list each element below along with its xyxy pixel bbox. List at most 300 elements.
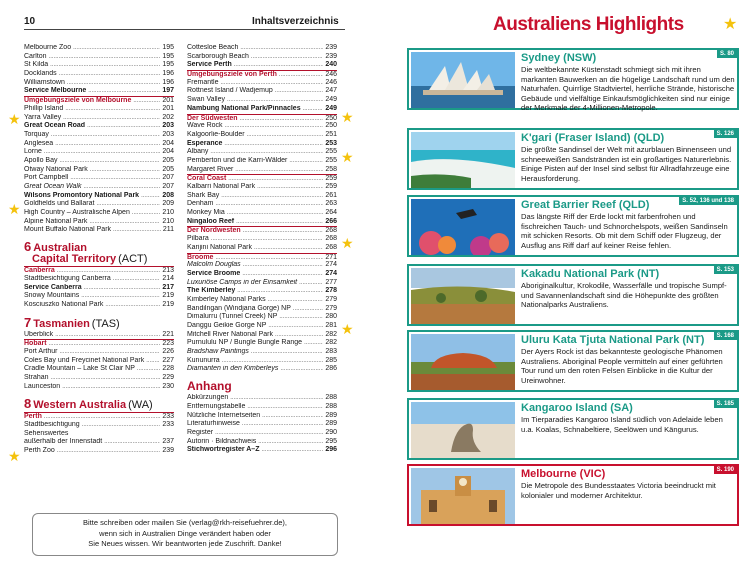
toc-entry [24,412,174,421]
toc-entry [187,166,337,175]
toc-entry [187,157,337,166]
toc-dot-leader [293,305,323,314]
toc-entry-page: 259 [325,175,337,183]
toc-entry-page: 268 [325,243,337,251]
toc-dot-leader [82,421,161,430]
toc-entry-title: Docklands [24,70,57,78]
page-ref-badge: S. 185 [714,400,737,408]
toc-entry-page: 195 [162,61,174,69]
toc-group-tas [24,331,174,392]
toc-dot-leader [235,166,323,175]
toc-entry [24,183,174,192]
toc-entry [187,70,337,79]
card-heading: Melbourne (VIC) [521,468,606,480]
toc-entry-title: Scarborough Beach [187,52,249,60]
toc-dot-leader [62,383,160,392]
toc-entry-page: 203 [162,130,174,138]
toc-entry-page: 208 [162,191,174,199]
card-heading: Kangaroo Island (SA) [521,402,633,414]
toc-dot-leader [221,79,324,88]
toc-entry-page: 239 [162,447,174,455]
toc-dot-leader [243,261,324,270]
toc-entry [187,44,337,53]
toc-entry-page: 195 [162,52,174,60]
toc-entry-title: Monkey Mia [187,209,225,217]
toc-entry-page: 197 [162,87,174,95]
toc-entry-title: Canberra [24,267,55,275]
toc-entry [24,140,174,149]
toc-entry-title: Abkürzungen [187,394,229,402]
toc-entry [187,79,337,88]
toc-entry [24,301,174,310]
toc-entry-page: 227 [162,356,174,364]
note-line: wenn sich in Australien Dinge verändert haben oder [99,528,271,538]
toc-entry [24,131,174,140]
toc-entry [24,122,174,131]
toc-entry [187,412,337,421]
highlight-star-icon: ★ [341,149,354,165]
toc-dot-leader [96,200,160,209]
highlight-star-icon: ★ [8,111,21,127]
toc-entry-title: Service Perth [187,61,232,69]
toc-entry [24,157,174,166]
toc-entry-title: Goldfields und Ballarat [24,200,95,208]
toc-group-anhang [187,394,337,455]
toc-entry-page: 281 [325,322,337,329]
toc-dot-leader [105,301,160,310]
toc-entry [187,174,337,183]
toc-entry-title: Service Broome [187,269,241,277]
toc-dot-leader [240,115,324,123]
toc-entry [24,61,174,70]
toc-dot-leader [280,365,323,374]
toc-entry-page: 253 [325,139,337,147]
toc-dot-leader [49,340,161,348]
toc-entry-title: Broome [187,253,214,261]
toc-entry-page: 214 [162,274,174,282]
toc-dot-leader [225,122,324,131]
toc-entry-page: 201 [162,97,174,105]
title-star-icon: ★ [723,16,738,33]
highlight-card-uluru [407,330,739,392]
card-heading: Great Barrier Reef (QLD) [521,199,650,211]
toc-entry [187,105,337,114]
toc-entry [187,209,337,218]
toc-column-1 [24,44,174,456]
toc-entry-title: Luxuriöse Camps in der Einsamkeit [187,278,298,286]
toc-dot-leader [234,61,324,70]
toc-entry-page: 274 [325,269,337,277]
toc-entry [24,438,174,447]
section-heading-anhang: Anhang [187,379,232,394]
toc-dot-leader [268,296,324,305]
toc-entry-page: 226 [162,347,174,355]
page-ref-badge: S. 52, 136 und 138 [679,197,737,205]
toc-dot-leader [279,313,323,322]
toc-entry [187,235,337,244]
toc-entry-title: Der Nordwesten [187,227,241,235]
toc-entry-page: 255 [325,148,337,156]
toc-dot-leader [247,403,323,412]
toc-dot-leader [83,183,160,192]
toc-dot-leader [49,53,161,62]
toc-entry-title: Williamstown [24,78,65,86]
toc-entry-page: 274 [325,261,337,269]
toc-entry-title: Rottnest Island / Wadjemup [187,87,273,95]
highlight-card-sydney [407,48,739,113]
toc-dot-leader [51,131,160,140]
toc-entry [187,140,337,149]
card-text: Aboriginalkultur, Krokodile, Wasserfälle und tropische Sumpf- und Savannenlandschaft sind die Höhepunkte des größten Nationalparks Australiens. [521,281,727,310]
highlight-star-icon: ★ [341,321,354,337]
toc-entry-page: 207 [162,174,174,182]
toc-dot-leader [104,438,160,447]
toc-entry [187,122,337,131]
toc-entry [187,131,337,140]
toc-dot-leader [59,70,161,79]
toc-dot-leader [55,331,160,340]
toc-entry-page: 213 [162,267,174,275]
toc-dot-leader [89,218,160,227]
toc-entry [187,446,337,455]
toc-entry [24,266,174,275]
sea-lion-photo [411,402,515,458]
toc-entry-title: Fremantle [187,78,219,86]
uluru-photo [411,334,515,390]
toc-entry-title: Entfernungstabelle [187,402,246,410]
toc-entry-page: 239 [325,52,337,60]
toc-entry [24,53,174,62]
page-ref-badge: S. 153 [714,266,737,274]
toc-dot-leader [215,200,323,209]
toc-dot-leader [211,235,324,244]
toc-dot-leader [50,61,160,70]
toc-entry [24,383,174,392]
kakadu-landscape-photo [411,268,515,324]
toc-dot-leader [262,412,323,421]
toc-dot-leader [59,348,160,357]
toc-entry-title: Service Melbourne [24,87,87,95]
toc-group-wa [24,412,174,455]
toc-entry [24,421,174,430]
toc-dot-leader [257,183,323,192]
toc-entry-title: Port Arthur [24,347,58,355]
reader-note-box [32,513,338,556]
toc-entry-title: Margaret River [187,165,234,173]
toc-entry-page: 290 [325,428,337,436]
toc-entry [187,339,337,348]
toc-entry-page: 210 [162,209,174,217]
toc-entry [187,218,337,227]
section-heading-act-line2: Capital Territory (ACT) [32,253,148,266]
toc-entry-page: 219 [162,292,174,300]
toc-dot-leader [51,374,161,383]
toc-entry-title: High Country – Australische Alpen [24,209,130,217]
toc-entry [187,279,337,288]
toc-entry-title: Dimalurru (Tunnel Creek) NP [187,313,278,321]
toc-dot-leader [84,284,161,293]
toc-entry-page: 211 [162,226,174,234]
toc-dot-leader [303,105,324,114]
toc-entry-page: 204 [162,139,174,147]
toc-dot-leader [63,114,160,123]
highlight-card-great-barrier-reef [407,195,739,257]
toc-entry-page: 246 [325,71,337,79]
toc-entry-page: 295 [325,437,337,445]
toc-entry-page: 204 [162,148,174,156]
toc-dot-leader [258,438,323,447]
toc-entry-title: Purnululu NP / Bungle Bungle Range [187,339,303,347]
toc-entry-title: Überblick [24,330,54,338]
toc-entry-title: Shark Bay [187,191,220,199]
page-number: 10 [24,16,36,27]
toc-dot-leader [279,71,323,79]
toc-entry-page: 209 [162,200,174,208]
toc-entry-title: Nambung National Park/Pinnacles [187,104,301,112]
toc-entry-page: 271 [325,253,337,261]
toc-entry-page: 266 [325,217,337,225]
toc-entry [24,70,174,79]
toc-entry-title: Kimberley National Parks [187,295,266,303]
toc-entry-title: Torquay [24,130,49,138]
toc-entry-title: Karijini National Park [187,243,252,251]
toc-entry [187,226,337,235]
toc-entry-page: 195 [162,44,174,51]
toc-dot-leader [65,105,160,114]
toc-entry [187,348,337,357]
toc-entry [24,226,174,235]
toc-entry [24,105,174,114]
section-heading-wa: 8 Western Australia (WA) [24,396,153,412]
toc-entry-title: Sehenswertes [24,429,69,437]
toc-entry-page: 289 [325,411,337,419]
toc-entry [24,218,174,227]
toc-dot-leader [57,447,161,456]
toc-entry-page: 285 [325,356,337,364]
toc-entry-page: 233 [162,413,174,421]
toc-entry [187,322,337,331]
toc-entry-title: Umgebungsziele von Perth [187,71,277,79]
toc-entry-title: Stadtbesichtigung Canberra [24,274,111,282]
toc-entry-page: 233 [162,421,174,429]
toc-dot-leader [247,131,324,140]
toc-dot-leader [146,357,160,366]
toc-entry [187,296,337,305]
toc-entry [187,305,337,314]
toc-dot-leader [88,87,160,96]
toc-entry [187,200,337,209]
toc-dot-leader [304,339,323,348]
card-text: Im Tierparadies Kangaroo Island südlich von Adelaide leben u.a. Koalas, Schnabeltiere, Seelöwen und Kängurus. [521,415,723,434]
highlight-star-icon: ★ [8,201,21,217]
toc-entry-page: 205 [162,156,174,164]
toc-entry [24,374,174,383]
toc-entry-page: 228 [162,365,174,373]
toc-entry-title: Anglesea [24,139,54,147]
fraser-island-photo [411,132,515,188]
toc-entry-title: Kalgoorlie-Boulder [187,130,245,138]
toc-entry-page: 201 [162,104,174,112]
toc-entry [187,429,337,438]
toc-entry-page: 268 [325,227,337,235]
toc-entry [187,270,337,279]
toc-dot-leader [268,322,323,331]
toc-entry-title: Snowy Mountains [24,292,80,300]
toc-entry-page: 240 [325,61,337,69]
toc-entry-page: 247 [325,87,337,95]
toc-entry [24,275,174,284]
page-ref-badge: S. 80 [717,50,737,58]
toc-entry [187,438,337,447]
toc-entry-title: Bradshaw Paintings [187,348,249,356]
toc-dot-leader [44,413,160,421]
sydney-opera-house-photo [411,52,515,108]
toc-entry-title: Cottesloe Beach [187,44,239,51]
toc-entry-page: 296 [325,446,337,454]
toc-entry-title: Great Ocean Walk [24,183,82,190]
toc-entry [24,174,174,183]
toc-dot-leader [230,394,323,403]
toc-entry [24,430,174,439]
toc-entry-page: 223 [162,340,174,348]
toc-entry [24,200,174,209]
toc-entry-page: 207 [162,183,174,190]
toc-entry [24,166,174,175]
toc-entry [187,183,337,192]
toc-entry [187,53,337,62]
toc-entry-title: Literaturhinweise [187,420,240,428]
toc-entry-title: Danggu Geikie Gorge NP [187,322,267,329]
toc-entry-title: Coles Bay und Freycinet National Park [24,356,145,364]
flinders-street-station-photo [411,468,515,524]
toc-entry-page: 210 [162,217,174,225]
toc-entry-title: Wilsons Promontory National Park [24,191,140,199]
card-text: Das längste Riff der Erde lockt mit farbenfrohen und fischreichen Tauch- und Schnorchelspots, weißen Sandinseln mit schicken Resorts. Ob mit dem Schiff oder Flugzeug, der Ausflug ans Riff darf auf keiner Reise fehlen. [521,212,728,250]
toc-entry-title: Strahan [24,374,49,381]
toc-entry-title: The Kimberley [187,287,236,295]
toc-entry-title: Yarra Valley [24,113,62,121]
card-heading: K'gari (Fraser Island) (QLD) [521,132,665,144]
toc-entry [187,420,337,429]
toc-entry-page: 288 [325,394,337,402]
toc-entry-page: 289 [325,420,337,428]
toc-entry-title: Mount Buffalo National Park [24,226,112,234]
toc-entry-page: 217 [162,283,174,291]
toc-entry-title: Register [187,428,214,436]
toc-entry-title: Malcolm Douglas [187,261,241,269]
toc-entry-title: Swan Valley [187,96,226,104]
toc-entry-page: 282 [325,339,337,347]
toc-entry-title: Melbourne Zoo [24,44,72,51]
toc-entry [187,253,337,262]
toc-entry [24,87,174,96]
note-line: Sie Neues wissen. Wir beantworten jede Zuschrift. Danke! [88,539,282,548]
page-ref-badge: S. 126 [714,130,737,138]
toc-entry-page: 196 [162,70,174,78]
toc-entry-title: Stadtbesichtigung [24,421,80,429]
toc-entry-page: 202 [162,113,174,121]
toc-entry-title: außerhalb der Innenstadt [24,438,103,446]
highlight-card-kakadu [407,264,739,326]
note-line: Bitte schreiben oder mailen Sie (verlag@rkh-reisefuehrer.de), [83,518,287,527]
toc-entry-title: Launceston [24,382,61,390]
toc-entry-title: Kalbarri National Park [187,183,256,190]
toc-dot-leader [137,365,160,374]
toc-entry [187,287,337,296]
toc-entry [187,96,337,105]
toc-dot-leader [57,267,161,275]
toc-entry [187,394,337,403]
toc-entry-title: Port Campbell [24,174,69,182]
toc-group-victoria [24,44,174,235]
toc-entry-title: Pilbara [187,235,209,243]
toc-entry-title: Autorin · Bildnachweis [187,437,257,445]
toc-dot-leader [113,275,161,284]
highlight-star-icon: ★ [8,448,21,464]
toc-dot-leader [70,174,160,183]
toc-entry [24,292,174,301]
toc-entry-title: Umgebungsziele von Melbourne [24,97,132,105]
toc-entry-title: Albany [187,148,209,156]
toc-dot-leader [261,446,323,455]
toc-entry [24,79,174,88]
toc-entry-page: 264 [325,209,337,217]
toc-entry [24,365,174,374]
toc-entry-page: 261 [325,191,337,199]
toc-dot-leader [90,166,161,175]
toc-dot-leader [55,140,160,149]
section-heading-tas: 7 Tasmanien (TAS) [24,314,120,330]
toc-dot-leader [210,148,323,157]
toc-dot-leader [289,157,323,166]
toc-entry-page: 286 [325,365,337,373]
toc-dot-leader [228,175,323,183]
toc-dot-leader [242,420,323,429]
toc-entry-title: Phillip Island [24,104,64,112]
toc-group-act [24,266,174,309]
card-heading: Sydney (NSW) [521,52,597,64]
toc-entry-title: Coral Coast [187,175,227,183]
toc-entry-page: 250 [325,114,337,122]
toc-column-2 [187,44,337,455]
toc-entry-page: 279 [325,295,337,303]
toc-entry [24,192,174,201]
toc-entry [24,114,174,123]
toc-entry [187,357,337,366]
section-heading-act: 6 Australian [24,239,87,255]
toc-entry [187,244,337,253]
toc-entry [187,331,337,340]
toc-dot-leader [227,209,324,218]
toc-dot-leader [67,79,160,88]
toc-dot-leader [59,157,160,166]
toc-entry-title: Kosciuszko National Park [24,300,104,308]
toc-entry-title: Mitchell River National Park [187,330,273,338]
toc-entry-page: 263 [325,200,337,208]
toc-entry-page: 268 [325,235,337,243]
toc-entry-title: Perth Zoo [24,447,55,455]
toc-entry-title: Great Ocean Road [24,122,86,130]
toc-dot-leader [237,287,323,296]
toc-dot-leader [242,270,323,279]
page-ref-badge: S. 168 [714,332,737,340]
toc-entry-page: 278 [325,287,337,295]
page-header [24,16,345,30]
card-heading: Kakadu National Park (NT) [521,268,660,280]
toc-group-wa-cont [187,44,337,374]
toc-entry-title: Pemberton und die Karri-Wälder [187,156,288,164]
toc-entry-page: 196 [162,78,174,86]
